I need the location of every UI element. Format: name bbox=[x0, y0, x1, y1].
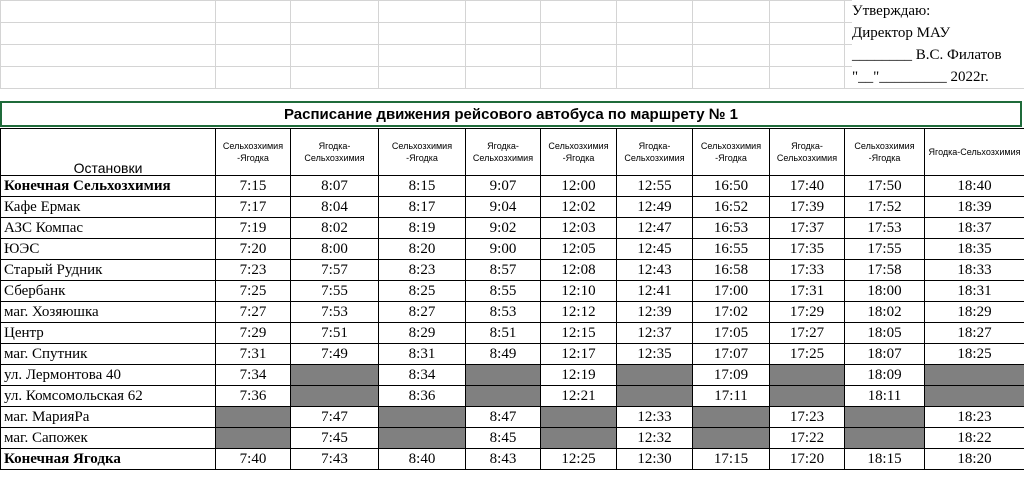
time-cell[interactable]: 12:17 bbox=[541, 344, 617, 365]
time-cell[interactable]: 17:00 bbox=[693, 281, 770, 302]
time-cell[interactable]: 18:33 bbox=[925, 260, 1024, 281]
time-cell[interactable]: 7:19 bbox=[216, 218, 291, 239]
time-cell[interactable]: 7:43 bbox=[291, 449, 379, 470]
approval-line-approve: Утверждаю: bbox=[852, 3, 931, 19]
table-row bbox=[1, 281, 1024, 302]
time-cell[interactable]: 8:15 bbox=[379, 176, 466, 197]
stop-name-cell[interactable]: АЗС Компас bbox=[1, 218, 216, 239]
stop-name-cell[interactable]: маг. МарияРа bbox=[1, 407, 216, 428]
stop-name-cell[interactable]: ул. Комсомольская 62 bbox=[1, 386, 216, 407]
time-cell[interactable]: 12:02 bbox=[541, 197, 617, 218]
no-stop-cell[interactable] bbox=[925, 365, 1024, 386]
time-cell[interactable]: 12:37 bbox=[617, 323, 693, 344]
time-cell[interactable]: 12:15 bbox=[541, 323, 617, 344]
time-cell[interactable]: 8:20 bbox=[379, 239, 466, 260]
no-stop-cell[interactable] bbox=[291, 386, 379, 407]
time-cell[interactable]: 8:04 bbox=[291, 197, 379, 218]
no-stop-cell[interactable] bbox=[291, 365, 379, 386]
time-cell[interactable]: 17:09 bbox=[693, 365, 770, 386]
no-stop-cell[interactable] bbox=[693, 407, 770, 428]
table-row bbox=[1, 260, 1024, 281]
time-cell[interactable]: 8:34 bbox=[379, 365, 466, 386]
table-row bbox=[1, 449, 1024, 470]
time-cell[interactable]: 7:40 bbox=[216, 449, 291, 470]
time-cell[interactable]: 16:55 bbox=[693, 239, 770, 260]
stops-header[interactable]: Остановки bbox=[1, 129, 216, 176]
time-cell[interactable]: 7:20 bbox=[216, 239, 291, 260]
stop-name-cell[interactable]: ЮЭС bbox=[1, 239, 216, 260]
stop-name-cell[interactable]: ул. Лермонтова 40 bbox=[1, 365, 216, 386]
time-cell[interactable]: 18:11 bbox=[845, 386, 925, 407]
table-row bbox=[1, 365, 1024, 386]
stop-name-cell[interactable]: Кафе Ермак bbox=[1, 197, 216, 218]
approval-block bbox=[852, 0, 1024, 88]
time-cell[interactable]: 8:00 bbox=[291, 239, 379, 260]
no-stop-cell[interactable] bbox=[466, 386, 541, 407]
route-header[interactable]: Ягодка-Сельхозхимия bbox=[925, 129, 1024, 176]
approval-line-position: Директор МАУ bbox=[852, 25, 951, 41]
time-cell[interactable]: 17:07 bbox=[693, 344, 770, 365]
no-stop-cell[interactable] bbox=[379, 407, 466, 428]
time-cell[interactable]: 12:33 bbox=[617, 407, 693, 428]
time-cell[interactable]: 18:27 bbox=[925, 323, 1024, 344]
stop-name-cell[interactable]: Сбербанк bbox=[1, 281, 216, 302]
schedule-table bbox=[0, 128, 1024, 470]
time-cell[interactable]: 12:41 bbox=[617, 281, 693, 302]
route-header[interactable]: Сельхозхимия -Ягодка bbox=[216, 129, 291, 176]
time-cell[interactable]: 18:29 bbox=[925, 302, 1024, 323]
no-stop-cell[interactable] bbox=[379, 428, 466, 449]
table-row bbox=[1, 428, 1024, 449]
time-cell[interactable]: 8:47 bbox=[466, 407, 541, 428]
time-cell[interactable]: 17:58 bbox=[845, 260, 925, 281]
time-cell[interactable]: 7:31 bbox=[216, 344, 291, 365]
time-cell[interactable]: 18:39 bbox=[925, 197, 1024, 218]
time-cell[interactable]: 8:55 bbox=[466, 281, 541, 302]
time-cell[interactable]: 18:02 bbox=[845, 302, 925, 323]
time-cell[interactable]: 7:34 bbox=[216, 365, 291, 386]
time-cell[interactable]: 9:04 bbox=[466, 197, 541, 218]
table-row bbox=[1, 386, 1024, 407]
table-row bbox=[1, 239, 1024, 260]
time-cell[interactable]: 12:49 bbox=[617, 197, 693, 218]
schedule-body bbox=[1, 176, 1024, 470]
time-cell[interactable]: 18:09 bbox=[845, 365, 925, 386]
table-row bbox=[1, 176, 1024, 197]
time-cell[interactable]: 18:31 bbox=[925, 281, 1024, 302]
route-header[interactable]: Ягодка-Сельхозхимия bbox=[770, 129, 845, 176]
time-cell[interactable]: 7:25 bbox=[216, 281, 291, 302]
time-cell[interactable]: 9:00 bbox=[466, 239, 541, 260]
time-cell[interactable]: 17:02 bbox=[693, 302, 770, 323]
time-cell[interactable]: 8:19 bbox=[379, 218, 466, 239]
time-cell[interactable]: 12:45 bbox=[617, 239, 693, 260]
time-cell[interactable]: 12:32 bbox=[617, 428, 693, 449]
table-row bbox=[1, 218, 1024, 239]
time-cell[interactable]: 7:27 bbox=[216, 302, 291, 323]
time-cell[interactable]: 18:23 bbox=[925, 407, 1024, 428]
time-cell[interactable]: 12:10 bbox=[541, 281, 617, 302]
time-cell[interactable]: 18:25 bbox=[925, 344, 1024, 365]
time-cell[interactable]: 8:45 bbox=[466, 428, 541, 449]
time-cell[interactable]: 17:52 bbox=[845, 197, 925, 218]
time-cell[interactable]: 18:37 bbox=[925, 218, 1024, 239]
time-cell[interactable]: 9:07 bbox=[466, 176, 541, 197]
time-cell[interactable]: 17:11 bbox=[693, 386, 770, 407]
time-cell[interactable]: 8:49 bbox=[466, 344, 541, 365]
time-cell[interactable]: 16:53 bbox=[693, 218, 770, 239]
approval-line-date: "__"_________ 2022г. bbox=[852, 69, 989, 85]
time-cell[interactable]: 12:39 bbox=[617, 302, 693, 323]
time-cell[interactable]: 8:53 bbox=[466, 302, 541, 323]
no-stop-cell[interactable] bbox=[770, 365, 845, 386]
time-cell[interactable]: 7:47 bbox=[291, 407, 379, 428]
time-cell[interactable]: 8:25 bbox=[379, 281, 466, 302]
route-header[interactable]: Сельхозхимия -Ягодка bbox=[693, 129, 770, 176]
time-cell[interactable]: 8:27 bbox=[379, 302, 466, 323]
time-cell[interactable]: 18:40 bbox=[925, 176, 1024, 197]
no-stop-cell[interactable] bbox=[617, 365, 693, 386]
time-cell[interactable]: 12:43 bbox=[617, 260, 693, 281]
time-cell[interactable]: 8:36 bbox=[379, 386, 466, 407]
route-header[interactable]: Ягодка-Сельхозхимия bbox=[466, 129, 541, 176]
time-cell[interactable]: 17:25 bbox=[770, 344, 845, 365]
no-stop-cell[interactable] bbox=[216, 407, 291, 428]
time-cell[interactable]: 8:40 bbox=[379, 449, 466, 470]
route-header[interactable]: Сельхозхимия -Ягодка bbox=[379, 129, 466, 176]
route-header[interactable]: Сельхозхимия -Ягодка bbox=[845, 129, 925, 176]
no-stop-cell[interactable] bbox=[845, 407, 925, 428]
no-stop-cell[interactable] bbox=[216, 428, 291, 449]
time-cell[interactable]: 17:53 bbox=[845, 218, 925, 239]
schedule-title-cell[interactable] bbox=[0, 101, 1022, 127]
time-cell[interactable]: 17:31 bbox=[770, 281, 845, 302]
header-row bbox=[1, 129, 1024, 176]
time-cell[interactable]: 8:31 bbox=[379, 344, 466, 365]
time-cell[interactable]: 7:36 bbox=[216, 386, 291, 407]
time-cell[interactable]: 17:37 bbox=[770, 218, 845, 239]
no-stop-cell[interactable] bbox=[770, 386, 845, 407]
time-cell[interactable]: 7:55 bbox=[291, 281, 379, 302]
time-cell[interactable]: 12:12 bbox=[541, 302, 617, 323]
time-cell[interactable]: 12:25 bbox=[541, 449, 617, 470]
no-stop-cell[interactable] bbox=[541, 428, 617, 449]
time-cell[interactable]: 12:55 bbox=[617, 176, 693, 197]
time-cell[interactable]: 8:02 bbox=[291, 218, 379, 239]
time-cell[interactable]: 12:47 bbox=[617, 218, 693, 239]
time-cell[interactable]: 8:07 bbox=[291, 176, 379, 197]
time-cell[interactable]: 8:51 bbox=[466, 323, 541, 344]
time-cell[interactable]: 17:55 bbox=[845, 239, 925, 260]
time-cell[interactable]: 18:20 bbox=[925, 449, 1024, 470]
no-stop-cell[interactable] bbox=[693, 428, 770, 449]
time-cell[interactable]: 18:05 bbox=[845, 323, 925, 344]
time-cell[interactable]: 18:35 bbox=[925, 239, 1024, 260]
time-cell[interactable]: 18:15 bbox=[845, 449, 925, 470]
time-cell[interactable]: 17:29 bbox=[770, 302, 845, 323]
stop-name-cell[interactable]: маг. Хозяюшка bbox=[1, 302, 216, 323]
time-cell[interactable]: 17:39 bbox=[770, 197, 845, 218]
schedule-title: Расписание движения рейсового автобуса по маршрету № 1 bbox=[284, 105, 738, 123]
time-cell[interactable]: 17:23 bbox=[770, 407, 845, 428]
approval-line-signature: ________ В.С. Филатов bbox=[852, 47, 1002, 63]
time-cell[interactable]: 16:50 bbox=[693, 176, 770, 197]
time-cell[interactable]: 17:50 bbox=[845, 176, 925, 197]
time-cell[interactable]: 17:35 bbox=[770, 239, 845, 260]
time-cell[interactable]: 17:27 bbox=[770, 323, 845, 344]
time-cell[interactable]: 18:07 bbox=[845, 344, 925, 365]
time-cell[interactable]: 17:33 bbox=[770, 260, 845, 281]
time-cell[interactable]: 7:57 bbox=[291, 260, 379, 281]
no-stop-cell[interactable] bbox=[925, 386, 1024, 407]
no-stop-cell[interactable] bbox=[845, 428, 925, 449]
time-cell[interactable]: 8:29 bbox=[379, 323, 466, 344]
table-row bbox=[1, 197, 1024, 218]
time-cell[interactable]: 7:29 bbox=[216, 323, 291, 344]
table-row bbox=[1, 323, 1024, 344]
time-cell[interactable]: 8:43 bbox=[466, 449, 541, 470]
stop-name-cell[interactable]: Конечная Сельхозхимия bbox=[1, 176, 216, 197]
table-row bbox=[1, 302, 1024, 323]
route-header[interactable]: Ягодка-Сельхозхимия bbox=[617, 129, 693, 176]
time-cell[interactable]: 7:51 bbox=[291, 323, 379, 344]
time-cell[interactable]: 17:05 bbox=[693, 323, 770, 344]
no-stop-cell[interactable] bbox=[617, 386, 693, 407]
time-cell[interactable]: 12:00 bbox=[541, 176, 617, 197]
time-cell[interactable]: 12:21 bbox=[541, 386, 617, 407]
time-cell[interactable]: 9:02 bbox=[466, 218, 541, 239]
table-row bbox=[1, 344, 1024, 365]
time-cell[interactable]: 17:22 bbox=[770, 428, 845, 449]
time-cell[interactable]: 7:17 bbox=[216, 197, 291, 218]
time-cell[interactable]: 16:58 bbox=[693, 260, 770, 281]
table-row bbox=[1, 407, 1024, 428]
no-stop-cell[interactable] bbox=[541, 407, 617, 428]
time-cell[interactable]: 8:57 bbox=[466, 260, 541, 281]
stop-name-cell[interactable]: Центр bbox=[1, 323, 216, 344]
time-cell[interactable]: 12:35 bbox=[617, 344, 693, 365]
time-cell[interactable]: 18:22 bbox=[925, 428, 1024, 449]
time-cell[interactable]: 7:45 bbox=[291, 428, 379, 449]
time-cell[interactable]: 12:30 bbox=[617, 449, 693, 470]
time-cell[interactable]: 18:00 bbox=[845, 281, 925, 302]
no-stop-cell[interactable] bbox=[466, 365, 541, 386]
time-cell[interactable]: 17:20 bbox=[770, 449, 845, 470]
stop-name-cell[interactable]: Конечная Ягодка bbox=[1, 449, 216, 470]
route-header[interactable]: Ягодка-Сельхозхимия bbox=[291, 129, 379, 176]
time-cell[interactable]: 7:53 bbox=[291, 302, 379, 323]
time-cell[interactable]: 8:23 bbox=[379, 260, 466, 281]
stop-name-cell[interactable]: маг. Сапожек bbox=[1, 428, 216, 449]
time-cell[interactable]: 12:05 bbox=[541, 239, 617, 260]
stop-name-cell[interactable]: маг. Спутник bbox=[1, 344, 216, 365]
time-cell[interactable]: 16:52 bbox=[693, 197, 770, 218]
time-cell[interactable]: 7:23 bbox=[216, 260, 291, 281]
time-cell[interactable]: 8:17 bbox=[379, 197, 466, 218]
route-header[interactable]: Сельхозхимия -Ягодка bbox=[541, 129, 617, 176]
time-cell[interactable]: 12:19 bbox=[541, 365, 617, 386]
stop-name-cell[interactable]: Старый Рудник bbox=[1, 260, 216, 281]
time-cell[interactable]: 12:03 bbox=[541, 218, 617, 239]
time-cell[interactable]: 7:15 bbox=[216, 176, 291, 197]
time-cell[interactable]: 7:49 bbox=[291, 344, 379, 365]
time-cell[interactable]: 17:15 bbox=[693, 449, 770, 470]
time-cell[interactable]: 17:40 bbox=[770, 176, 845, 197]
time-cell[interactable]: 12:08 bbox=[541, 260, 617, 281]
